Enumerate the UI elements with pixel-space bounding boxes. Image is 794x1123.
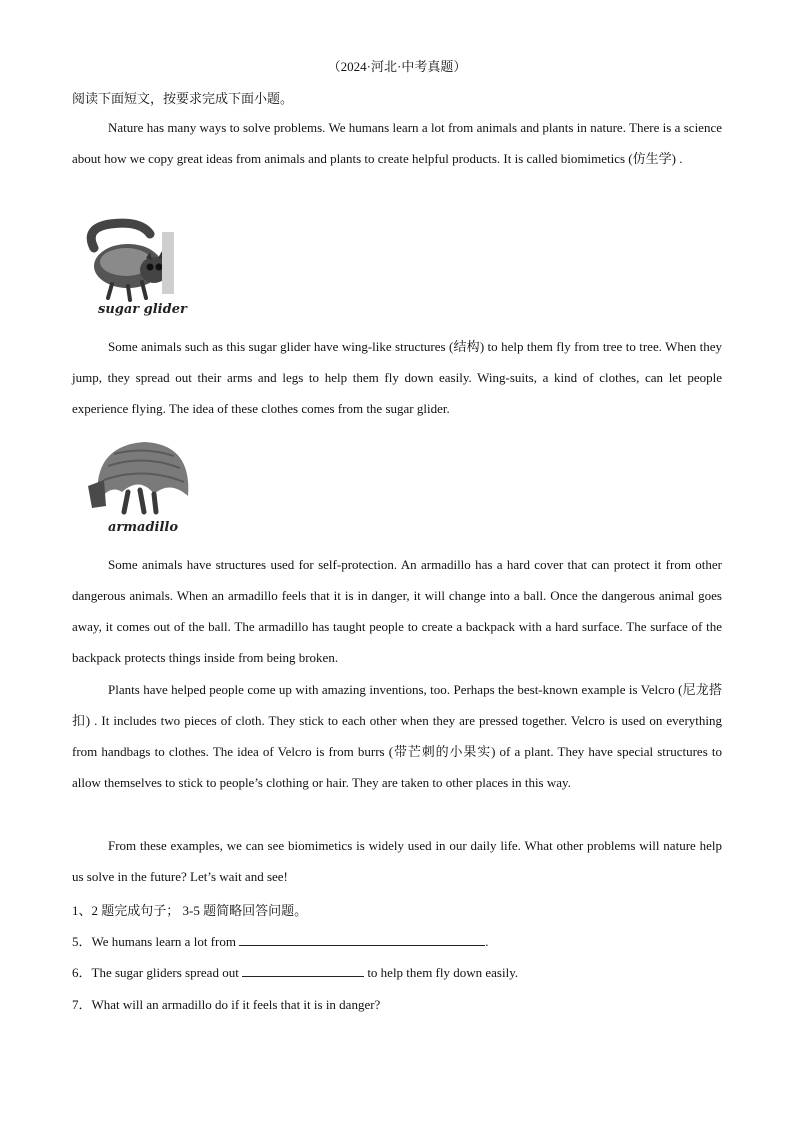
armadillo-figure bbox=[84, 436, 196, 520]
sugar-glider-figure bbox=[80, 218, 180, 306]
paragraph-3-text: Some animals have structures used for self-protection. An armadillo has a hard cover that can protect it from other dangerous animals. When an armadillo feels that it is in danger, it will change into a ball. Once the dangerous animal goes away, it comes out of the ball. The armadillo has taught people to create a backpack with a hard surface. The surface of the backpack protects things inside from being broken. bbox=[72, 557, 722, 665]
question-5-period: . bbox=[485, 934, 489, 949]
question-5-number: 5． bbox=[72, 934, 92, 949]
question-6-text: The sugar gliders spread out bbox=[91, 965, 239, 980]
paragraph-1 bbox=[72, 112, 722, 174]
sugar-glider-image bbox=[80, 218, 180, 302]
question-7 bbox=[72, 994, 380, 1013]
question-6 bbox=[72, 962, 518, 981]
question-5-answer-blank[interactable] bbox=[239, 933, 485, 946]
paragraph-5-text: From these examples, we can see biomimetics is widely used in our daily life. What other problems will nature help us solve in the future? Let’s wait and see! bbox=[72, 838, 722, 884]
sugar-glider-caption: sugar glider bbox=[98, 302, 187, 317]
question-5 bbox=[72, 931, 488, 950]
questions-instruction: 1、2 题完成句子； 3-5 题简略回答问题。 bbox=[72, 903, 308, 918]
reading-instruction: 阅读下面短文，按要求完成下面小题。 bbox=[72, 91, 294, 106]
question-7-text: What will an armadillo do if it feels that it is in danger? bbox=[91, 997, 381, 1012]
paragraph-2 bbox=[72, 331, 722, 424]
question-6-text-end: to help them fly down easily. bbox=[367, 965, 519, 980]
question-6-answer-blank[interactable] bbox=[242, 964, 364, 977]
question-6-number: 6． bbox=[72, 965, 92, 980]
question-7-number: 7． bbox=[72, 997, 92, 1012]
paragraph-3 bbox=[72, 549, 722, 673]
paragraph-4-text: Plants have helped people come up with amazing inventions, too. Perhaps the best-known example is Velcro (尼龙搭扣) . It includes two pieces of cloth. They stick to each other when they are pressed together. Velcro is used on everything from handbags to clothes. The idea of Velcro is from burrs (带芒刺的小果实) of a plant. They have special structures to allow themselves to stick to people’s clothing or hair. They are taken to other places in this way. bbox=[72, 682, 722, 790]
paragraph-5 bbox=[72, 830, 722, 892]
armadillo-image bbox=[84, 436, 196, 516]
paragraph-2-text: Some animals such as this sugar glider have wing-like structures (结构) to help them fly from tree to tree. When they jump, they spread out their arms and legs to help them fly down easily. Wing-suits, a kind of clothes, can let people experience flying. The idea of these clothes comes from the sugar glider. bbox=[72, 339, 722, 416]
paragraph-1-text: Nature has many ways to solve problems. We humans learn a lot from animals and plants in nature. There is a science about how we copy great ideas from animals and plants to create helpful products. It is called biomimetics (仿生学) . bbox=[72, 120, 722, 166]
source-label: （2024·河北·中考真题） bbox=[327, 59, 467, 74]
question-5-text: We humans learn a lot from bbox=[91, 934, 236, 949]
paragraph-4 bbox=[72, 674, 722, 798]
armadillo-caption: armadillo bbox=[108, 520, 179, 535]
